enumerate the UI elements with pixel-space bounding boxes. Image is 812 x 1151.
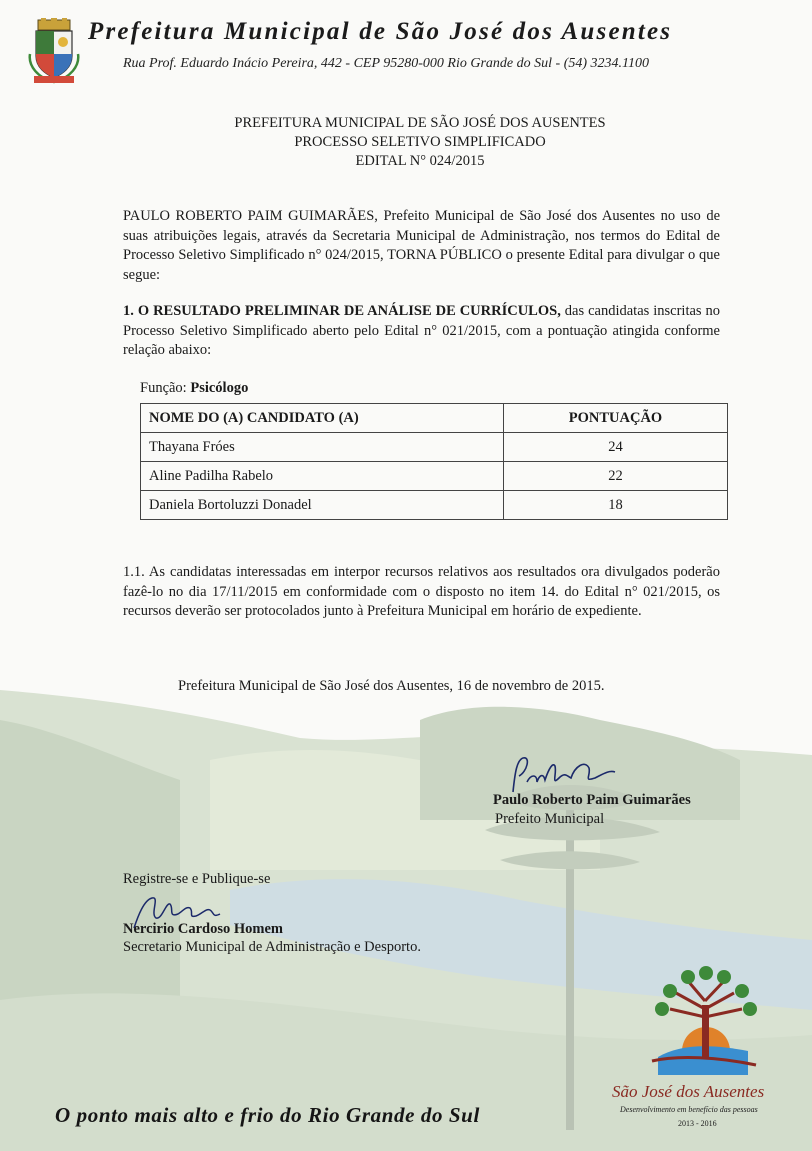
funcao-line (140, 380, 248, 397)
secretary-name: Nercirio Cardoso Homem (123, 921, 283, 937)
header-title: Prefeitura Municipal de São José dos Ausentes (88, 18, 673, 45)
heading-line-1: PREFEITURA MUNICIPAL DE SÃO JOSÉ DOS AUSENTES (234, 115, 606, 131)
funcao-value: Psicólogo (190, 380, 249, 396)
section-1-lead: 1. O RESULTADO PRELIMINAR DE ANÁLISE DE CURRÍCULOS, (123, 303, 561, 319)
register-line: Registre-se e Publique-se (123, 871, 271, 887)
municipal-logo-icon (648, 965, 760, 1077)
candidate-score: 18 (504, 491, 728, 520)
column-header-name: NOME DO (A) CANDIDATO (A) (141, 404, 504, 433)
column-header-score: PONTUAÇÃO (504, 404, 728, 433)
candidate-name: Thayana Fróes (141, 433, 504, 462)
table-header-row (141, 404, 728, 433)
date-line: Prefeitura Municipal de São José dos Ausentes, 16 de novembro de 2015. (178, 678, 605, 694)
mayor-name: Paulo Roberto Paim Guimarães (493, 792, 691, 808)
candidate-name: Aline Padilha Rabelo (141, 462, 504, 491)
intro-paragraph: PAULO ROBERTO PAIM GUIMARÃES, Prefeito Municipal de São José dos Ausentes no uso de suas atribuições legais, através da Secretaria Municipal de Administração, nos termos do Edital de Processo Seletivo Simplificado n° 024/2015, TORNA PÚBLICO o presente Edital para divulgar o que segue: (123, 208, 720, 283)
table-row (141, 491, 728, 520)
secretary-role: Secretario Municipal de Administração e Desporto. (123, 939, 421, 955)
logo-tagline: Desenvolvimento em benefício das pessoas (620, 1105, 758, 1114)
mayor-role: Prefeito Municipal (495, 811, 605, 827)
candidate-score: 24 (504, 433, 728, 462)
section-1-paragraph (123, 302, 720, 361)
footer-slogan: O ponto mais alto e frio do Rio Grande do Sul (55, 1103, 480, 1127)
candidate-score: 22 (504, 462, 728, 491)
heading-line-3: EDITAL N° 024/2015 (355, 153, 485, 169)
section-1-1-paragraph: 1.1. As candidatas interessadas em interpor recursos relativos aos resultados ora divulgados poderão fazê-lo no dia 17/11/2015 em conformidade com o disposto no item 14. do Edital n° 021/2015, os recursos deverão ser protocolados junto à Prefeitura Municipal em horário de expediente. (123, 564, 720, 619)
candidate-name: Daniela Bortoluzzi Donadel (141, 491, 504, 520)
funcao-label: Função: (140, 380, 191, 396)
table-row (141, 462, 728, 491)
coat-of-arms-icon (28, 18, 80, 84)
header-address: Rua Prof. Eduardo Inácio Pereira, 442 - CEP 95280-000 Rio Grande do Sul - (54) 3234.1100 (123, 56, 649, 71)
section-1-text: das candidatas inscritas no Processo Seletivo Simplificado aberto pelo Edital n° 021/2015, com a pontuação atingida conforme relação abaixo: (123, 303, 721, 358)
edital-heading (0, 114, 812, 171)
results-table (140, 403, 728, 520)
logo-years: 2013 - 2016 (678, 1119, 717, 1128)
heading-line-2: PROCESSO SELETIVO SIMPLIFICADO (294, 134, 546, 150)
logo-name: São José dos Ausentes (612, 1082, 765, 1101)
table-row (141, 433, 728, 462)
